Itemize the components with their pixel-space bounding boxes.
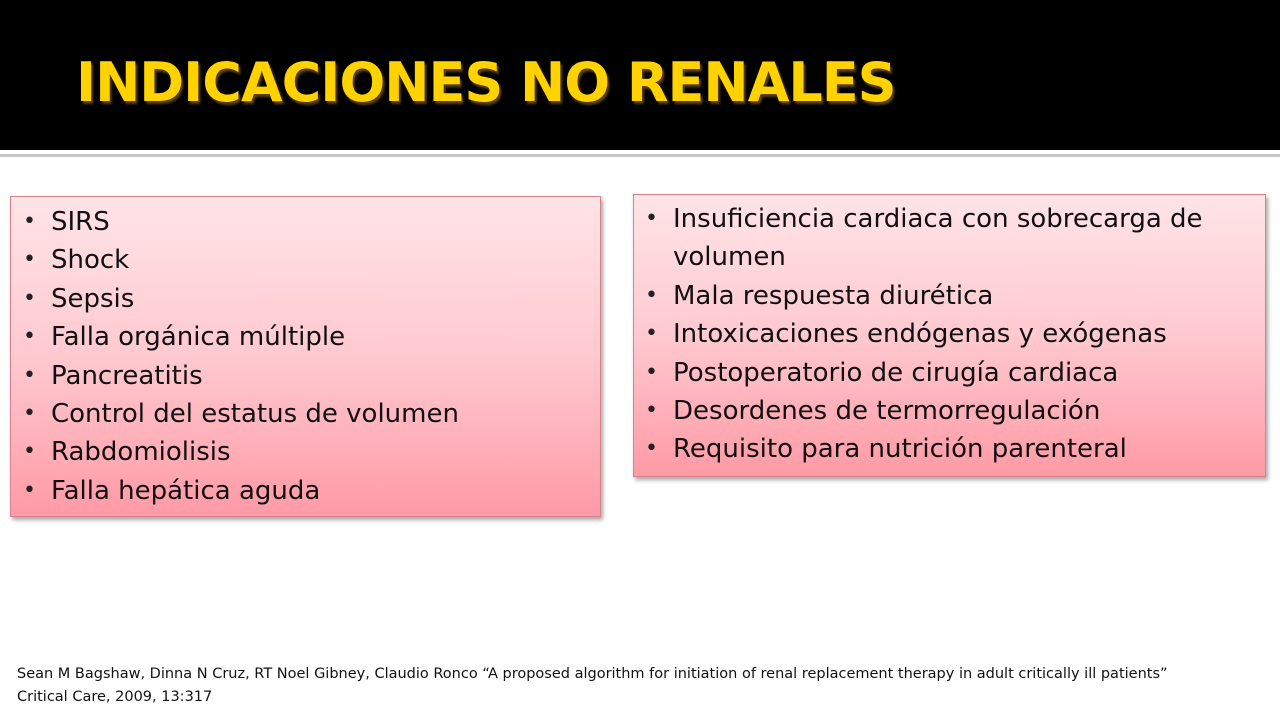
bullet-icon: • <box>645 359 658 385</box>
list-item <box>23 241 600 279</box>
list-item-text: Mala respuesta diurética <box>673 280 994 311</box>
list-item <box>645 430 1265 468</box>
list-item <box>645 354 1265 392</box>
list-item-text: SIRS <box>51 207 110 237</box>
list-item-text: Intoxicaciones endógenas y exógenas <box>673 319 1167 350</box>
list-item-text: Shock <box>51 245 130 276</box>
list-item <box>23 395 600 433</box>
list-item-text: Falla hepática aguda <box>51 475 321 506</box>
list-item-text: Falla orgánica múltiple <box>51 322 346 353</box>
bullet-icon: • <box>23 439 36 465</box>
bullet-icon: • <box>645 436 658 462</box>
bullet-icon: • <box>23 362 36 388</box>
bullet-icon: • <box>645 398 658 424</box>
left-indications-list <box>11 197 600 510</box>
list-item <box>645 200 1265 277</box>
bullet-icon: • <box>23 285 36 311</box>
reference-citation <box>17 663 1267 709</box>
list-item <box>645 277 1265 315</box>
bullet-icon: • <box>645 282 658 308</box>
list-item <box>23 280 600 318</box>
list-item <box>645 315 1265 353</box>
list-item <box>23 357 600 395</box>
bullet-icon: • <box>23 247 36 273</box>
list-item-text: Pancreatitis <box>51 360 203 391</box>
bullet-icon: • <box>645 321 658 347</box>
header-divider <box>0 154 1280 157</box>
right-indications-list <box>634 195 1265 469</box>
bullet-icon: • <box>23 209 36 234</box>
list-item-text: Insuficiencia cardiaca con sobrecarga de volumen <box>673 204 1203 273</box>
right-indications-box <box>633 194 1266 477</box>
citation-journal: Critical Care, 2009, 13:317 <box>17 689 213 705</box>
bullet-icon: • <box>23 477 36 503</box>
left-indications-box <box>10 196 601 517</box>
bullet-icon: • <box>23 401 36 427</box>
list-item <box>645 392 1265 430</box>
list-item-text: Desordenes de termorregulación <box>673 396 1101 427</box>
slide-title: INDICACIONES NO RENALES <box>76 51 896 114</box>
citation-authors-title: Sean M Bagshaw, Dinna N Cruz, RT Noel Gibney, Claudio Ronco “A proposed algorithm for initiation of renal replacement therapy in adult critically ill patients” <box>17 666 1168 682</box>
bullet-icon: • <box>23 324 36 350</box>
list-item <box>23 472 600 510</box>
list-item-text: Rabdomiolisis <box>51 437 231 468</box>
list-item <box>23 318 600 356</box>
list-item-text: Requisito para nutrición parenteral <box>673 434 1127 465</box>
list-item-text: Postoperatorio de cirugía cardiaca <box>673 357 1119 388</box>
bullet-icon: • <box>645 206 658 231</box>
list-item <box>23 203 600 241</box>
list-item-text: Control del estatus de volumen <box>51 399 459 430</box>
list-item <box>23 433 600 471</box>
list-item-text: Sepsis <box>51 283 135 314</box>
